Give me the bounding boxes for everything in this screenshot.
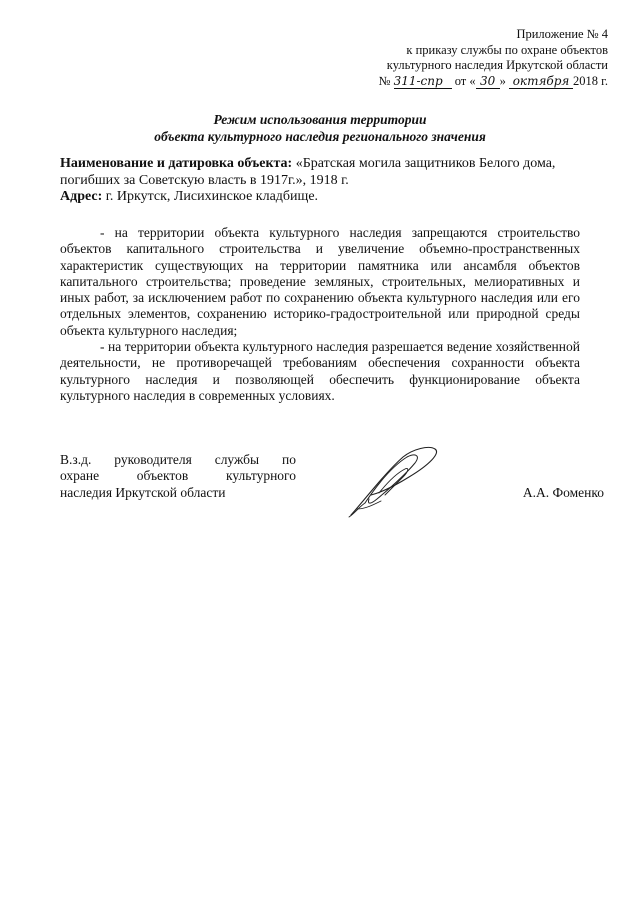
signatory-position-line-1: В.з.д. руководителя службы по xyxy=(60,452,296,467)
signatory-name: А.А. Фоменко xyxy=(522,485,604,500)
object-name-label: Наименование и датировка объекта: xyxy=(60,156,293,171)
date-quote-close: » xyxy=(499,73,506,88)
order-number-date xyxy=(379,74,608,90)
title-line-2: объекта культурного наследия регионального значения xyxy=(154,129,486,144)
date-month-handwritten: октября xyxy=(509,75,573,89)
appendix-order-line: к приказу службы по охране объектов xyxy=(406,42,608,57)
signatory-position xyxy=(60,452,296,501)
object-name xyxy=(60,156,580,189)
date-from-label: от « xyxy=(454,73,476,88)
rule-prohibitions: - на территории объекта культурного наследия запрещаются строительство объектов капитального строительства и увеличение объемно-пространственных характеристик существующих на территории памятника или ансамбля объектов капитального строительства; проведение земляных, строительных, мелиоративных и иных работ, за исключением работ по сохранению объекта культурного наследия или его отдельных элементов, сохранению историко-градостроительной или природной среды объекта культурного наследия; xyxy=(60,225,580,338)
usage-rules xyxy=(60,225,580,404)
object-name-value: «Братская могила защитников Белого дома, погибших за Советскую власть в 1917г.», 1918 г. xyxy=(60,156,556,188)
appendix-header xyxy=(379,27,608,89)
appendix-title: Приложение № 4 xyxy=(516,27,608,41)
title-line-1: Режим использования территории xyxy=(213,112,427,127)
handwritten-signature xyxy=(345,443,445,521)
object-address-value: г. Иркутск, Лисихинское кладбище. xyxy=(102,189,319,204)
document-title xyxy=(60,111,580,145)
date-year: 2018 г. xyxy=(573,73,608,88)
number-sign: № xyxy=(378,73,391,88)
rule-permissions: - на территории объекта культурного наследия разрешается ведение хозяйственной деятельности, не противоречащей требованиям обеспечения сохранности объекта культурного наследия и позволяющей обеспечить функционирование объекта культурного наследия в современных условиях. xyxy=(60,339,580,403)
object-address xyxy=(60,189,580,206)
appendix-authority-line: культурного наследия Иркутской области xyxy=(386,58,608,72)
signatory-position-line-3: наследия Иркутской области xyxy=(60,484,226,500)
signatory-position-line-2: охране объектов культурного xyxy=(60,468,296,484)
object-address-label: Адрес: xyxy=(60,189,103,204)
order-number-handwritten: 311-спр xyxy=(394,75,452,89)
date-day-handwritten: 30 xyxy=(476,75,500,89)
object-info xyxy=(60,156,580,206)
